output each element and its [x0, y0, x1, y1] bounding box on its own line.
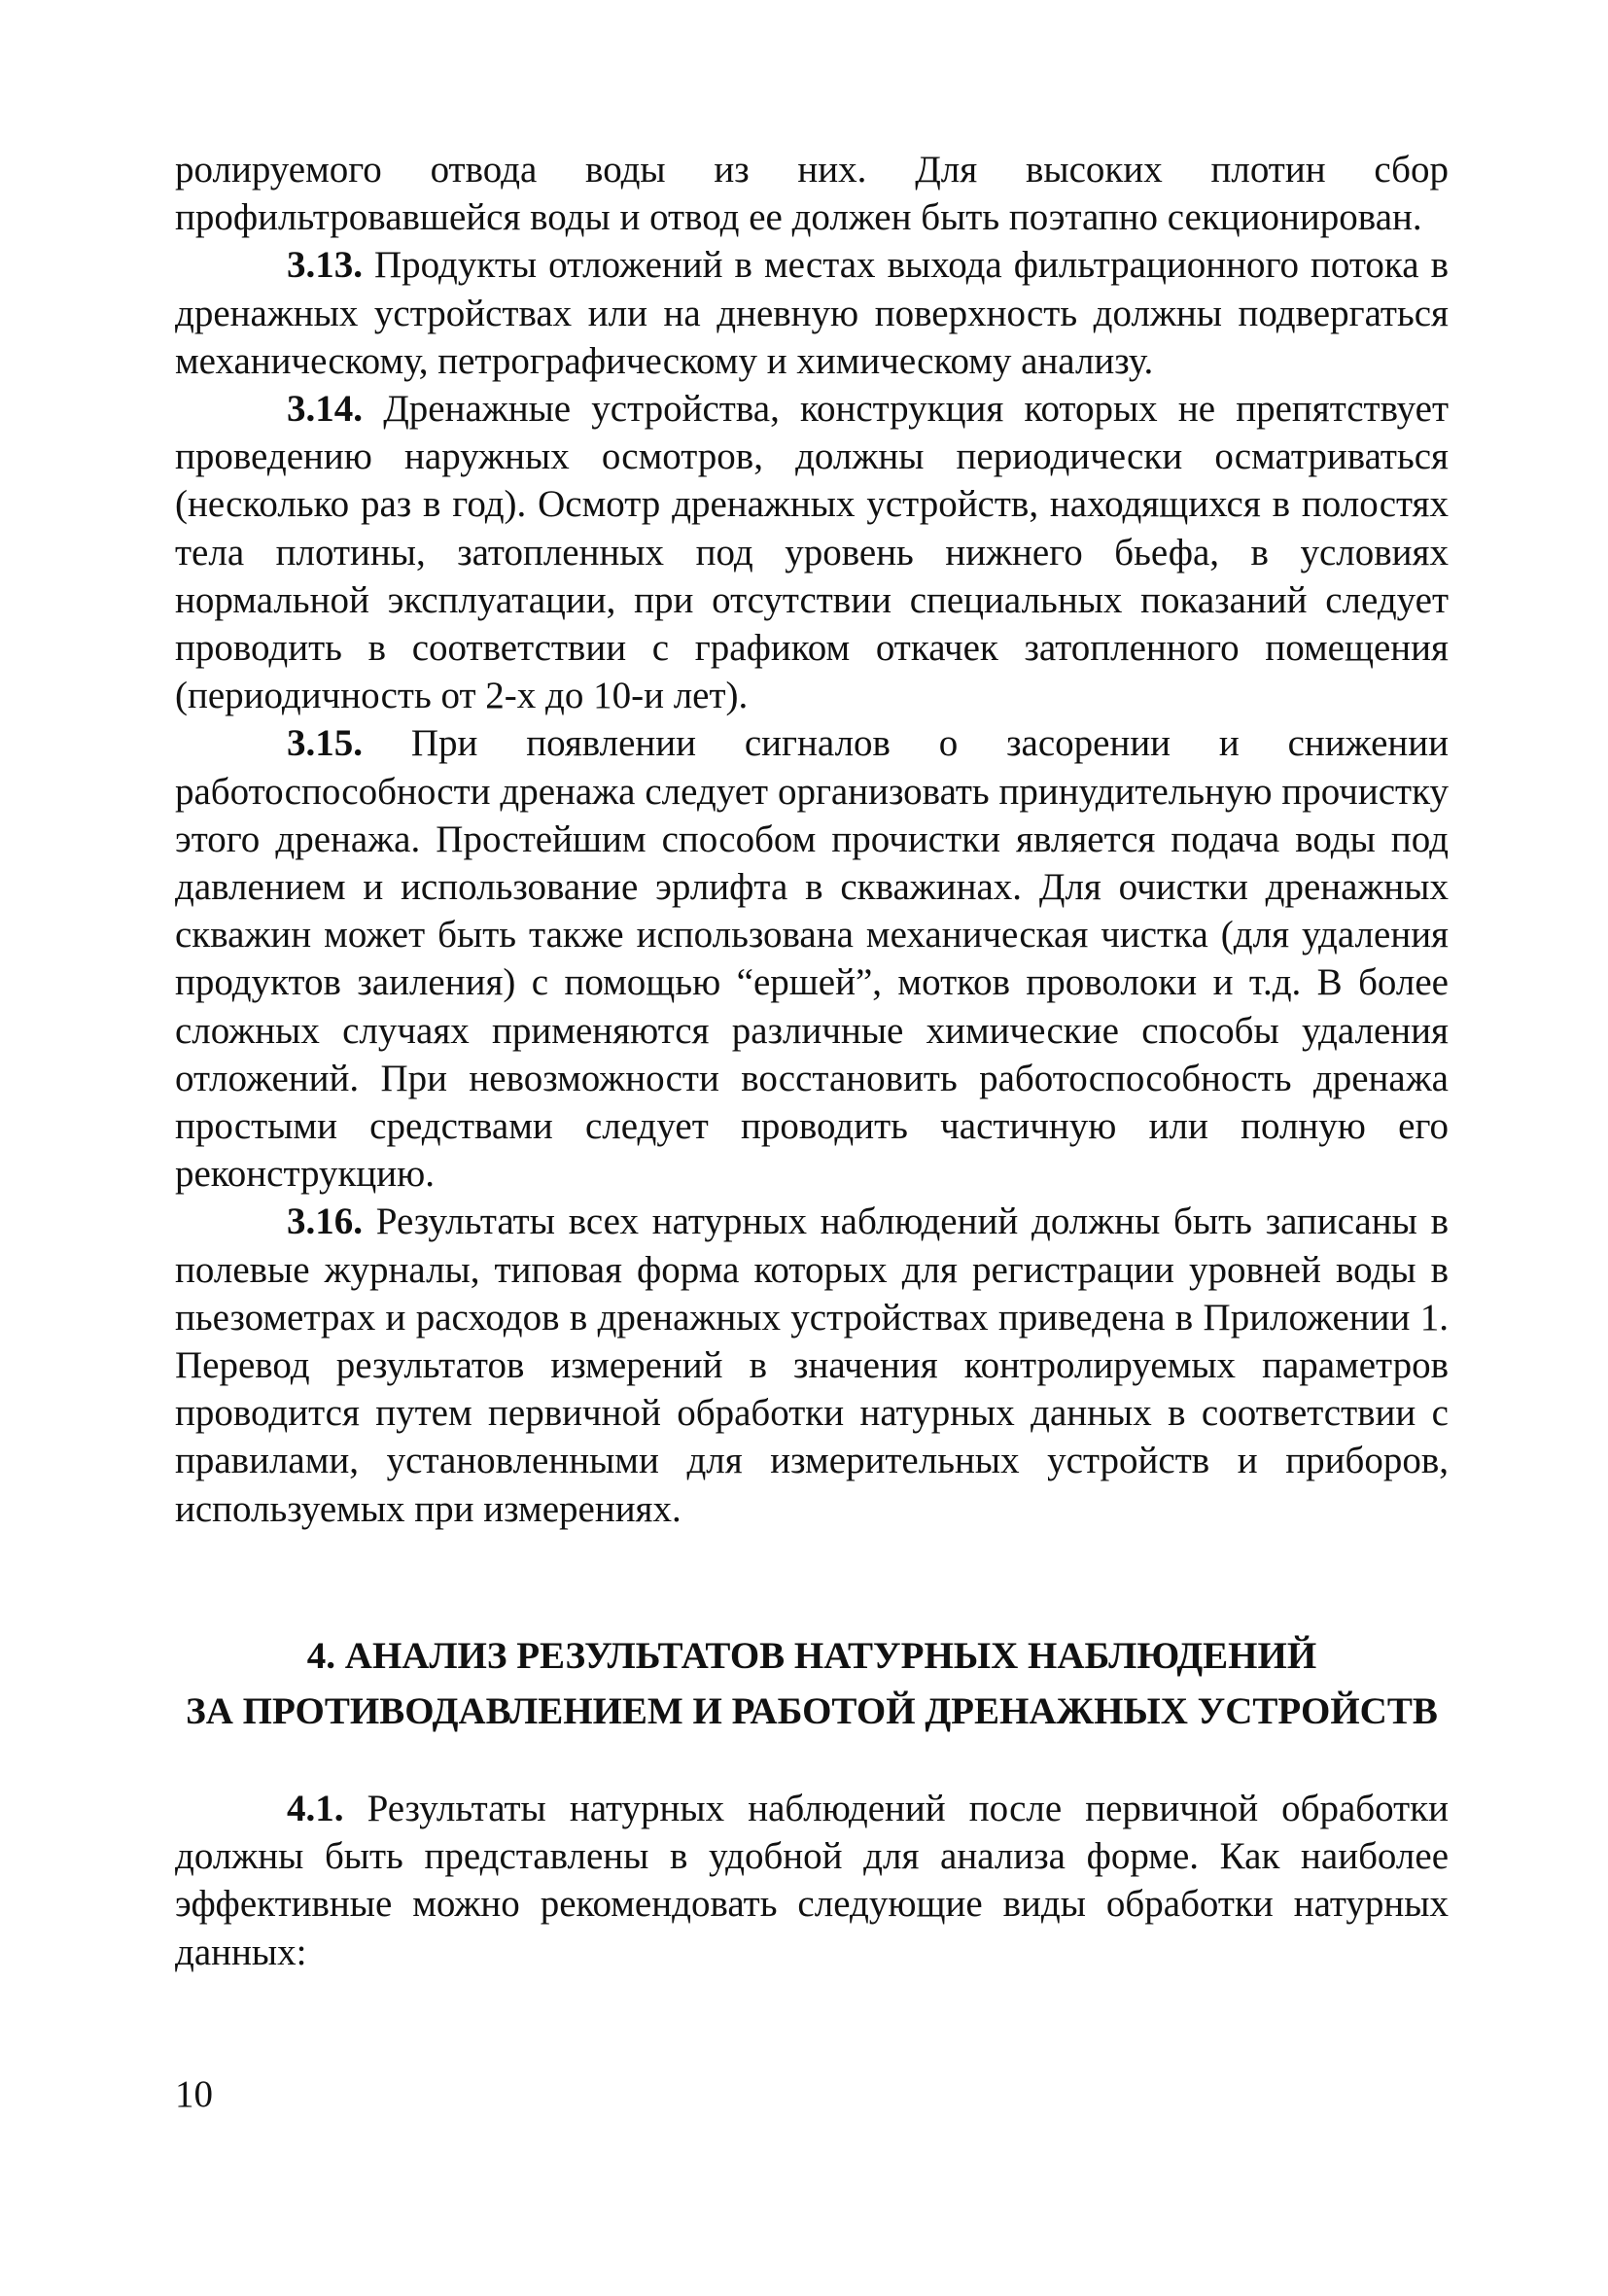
paragraph-number: 3.14. [287, 388, 363, 431]
document-page [175, 146, 1449, 1976]
paragraph-number: 3.16. [287, 1200, 363, 1243]
section-heading-line-2: ЗА ПРОТИВОДАВЛЕНИЕМ И РАБОТОЙ ДРЕНАЖНЫХ УСТРОЙСТВ [186, 1689, 1438, 1732]
paragraph-number: 3.15. [287, 722, 363, 765]
paragraph-text: Результаты всех натурных наблюдений должны быть записаны в полевые журналы, типовая форма которых для регистрации уровней воды в пьезометрах и расходов в дренажных устройствах приведена в Приложении 1. Перевод результатов измерений в значения контролируемых параметров проводится путем первичной обработки натурных данных в соответствии с правилами, установленными для измерительных устройств и приборов, используемых при измерениях. [175, 1200, 1449, 1530]
paragraph-3-13 [175, 241, 1449, 385]
paragraph-number: 4.1. [287, 1787, 344, 1829]
paragraph-text: Результаты натурных наблюдений после первичной обработки должны быть представлены в удобной для анализа форме. Как наиболее эффективные можно рекомендовать следующие виды обработки натурных данных: [175, 1787, 1449, 1973]
page-number: 10 [175, 2073, 213, 2115]
section-heading-line-1: 4. АНАЛИЗ РЕЗУЛЬТАТОВ НАТУРНЫХ НАБЛЮДЕНИЙ [306, 1634, 1317, 1677]
paragraph-number: 3.13. [287, 244, 363, 287]
paragraph-3-16 [175, 1198, 1449, 1532]
paragraph-3-15 [175, 719, 1449, 1198]
paragraph-continuation [175, 146, 1449, 241]
paragraph-text: Продукты отложений в местах выхода фильтрационного потока в дренажных устройствах или на дневную поверхность должны подвергаться механическому, петрографическому и химическому анализу. [175, 244, 1449, 382]
paragraph-text: При появлении сигналов о засорении и снижении работоспособности дренажа следует организовать принудительную прочистку этого дренажа. Простейшим способом прочистки является подача воды под давлением и использование эрлифта в скважинах. Для очистки дренажных скважин может быть также использована механическая чистка (для удаления продуктов заиления) с помощью “ершей”, мотков проволоки и т.д. В более сложных случаях применяются различные химические способы удаления отложений. При невозможности восстановить работоспособность дренажа простыми средствами следует проводить частичную или полную его реконструкцию. [175, 722, 1449, 1196]
paragraph-text: Дренажные устройства, конструкция которых не препятствует проведению наружных осмотров, должны периодически осматриваться (несколько раз в год). Осмотр дренажных устройств, находящихся в полостях тела плотины, затопленных под уровень нижнего бьефа, в условиях нормальной эксплуатации, при отсутствии специальных показаний следует проводить в соответствии с графиком откачек затопленного помещения (периодичность от 2-х до 10-и лет). [175, 388, 1449, 717]
paragraph-3-14 [175, 385, 1449, 719]
section-heading [175, 1628, 1449, 1739]
paragraph-4-1 [175, 1785, 1449, 1976]
paragraph-text: ролируемого отвода воды из них. Для высоких плотин сбор профильтровавшейся воды и отвод ее должен быть поэтапно секционирован. [175, 149, 1449, 239]
